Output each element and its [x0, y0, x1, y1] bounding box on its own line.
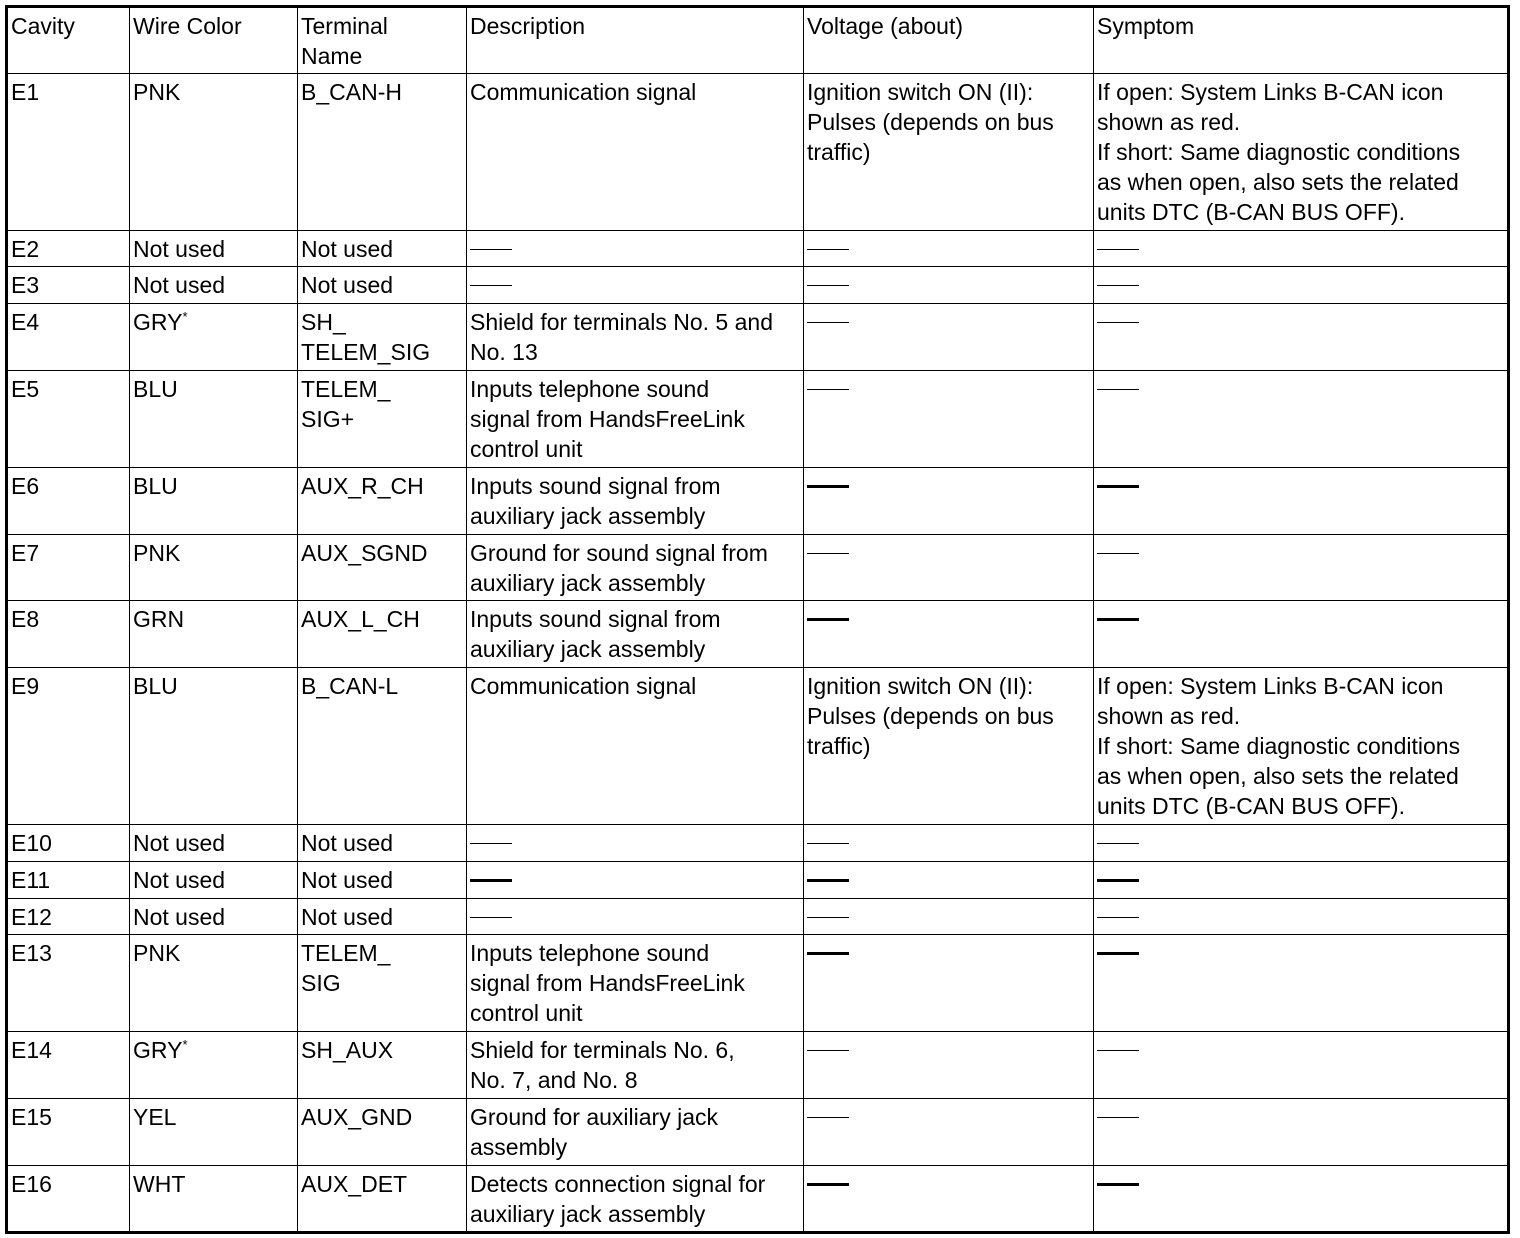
not-applicable-dash: [1097, 485, 1139, 488]
not-applicable-dash: [807, 879, 849, 882]
cell-cavity-text: E1: [11, 79, 40, 105]
cell-description-text: Inputs sound signal from auxiliary jack assembly: [470, 606, 721, 662]
not-applicable-dash: [1097, 389, 1139, 390]
cell-symptom-text: If open: System Links B-CAN icon shown as red. If short: Same diagnostic conditions as when open, also sets the related units DTC (B-CAN BUS OFF).: [1097, 79, 1461, 225]
cell-voltage: [804, 668, 1094, 825]
cell-voltage: [804, 862, 1094, 899]
cell-terminal-name: [298, 601, 467, 668]
cell-voltage: [804, 935, 1094, 1032]
cell-description-text: Communication signal: [470, 79, 697, 105]
cell-wire-color: [130, 1099, 298, 1166]
cell-terminal-name-text: AUX_SGND: [301, 540, 428, 566]
cell-cavity-text: E4: [11, 309, 40, 335]
cell-description: [467, 935, 804, 1032]
cell-terminal-name: [298, 862, 467, 899]
cell-terminal-name: [298, 267, 467, 304]
cell-terminal-name-text: AUX_DET: [301, 1171, 408, 1197]
cell-cavity: [7, 1166, 130, 1233]
cell-terminal-name: [298, 468, 467, 535]
cell-terminal-name-text: B_CAN-L: [301, 673, 399, 699]
cell-wire-color: [130, 825, 298, 862]
cell-wire-color-text: YEL: [133, 1104, 177, 1130]
not-applicable-dash: [1097, 285, 1139, 286]
cell-description: [467, 1099, 804, 1166]
cell-description: [467, 899, 804, 935]
cell-wire-color: [130, 935, 298, 1032]
cell-description: [467, 267, 804, 304]
cell-terminal-name: [298, 1099, 467, 1166]
not-applicable-dash: [807, 249, 849, 250]
cell-cavity: [7, 601, 130, 668]
not-applicable-dash: [807, 618, 849, 621]
header-cavity: Cavity: [7, 7, 130, 74]
cell-description-text: Ground for auxiliary jack assembly: [470, 1104, 718, 1160]
not-applicable-dash: [1097, 952, 1139, 955]
table-row: [7, 468, 1509, 535]
cell-wire-color: [130, 304, 298, 371]
cell-wire-color-text: WHT: [133, 1171, 186, 1197]
not-applicable-dash: [1097, 879, 1139, 882]
cell-description-text: Ground for sound signal from auxiliary jack assembly: [470, 540, 768, 596]
cell-symptom: [1094, 535, 1509, 601]
not-applicable-dash: [470, 843, 512, 844]
cell-cavity-text: E6: [11, 473, 40, 499]
table-row: [7, 935, 1509, 1032]
footnote-marker: *: [182, 1037, 188, 1052]
footnote-marker: *: [182, 309, 188, 324]
cell-terminal-name-text: SH_ TELEM_SIG: [301, 309, 431, 365]
cell-voltage: [804, 1166, 1094, 1233]
cell-cavity: [7, 899, 130, 935]
table-row: [7, 304, 1509, 371]
cell-terminal-name-text: Not used: [301, 272, 394, 298]
cell-voltage: [804, 468, 1094, 535]
cell-description: [467, 1166, 804, 1233]
cell-wire-color: [130, 371, 298, 468]
not-applicable-dash: [470, 249, 512, 250]
not-applicable-dash: [807, 917, 849, 918]
cell-terminal-name-text: Not used: [301, 867, 394, 893]
cell-voltage: [804, 825, 1094, 862]
cell-wire-color-text: GRY: [133, 309, 183, 335]
cell-terminal-name-text: AUX_R_CH: [301, 473, 424, 499]
cell-cavity: [7, 304, 130, 371]
cell-cavity-text: E2: [11, 236, 40, 262]
cell-description: [467, 601, 804, 668]
cell-wire-color: [130, 668, 298, 825]
cell-description: [467, 535, 804, 601]
cell-description: [467, 468, 804, 535]
header-wire-color: Wire Color: [130, 7, 298, 74]
header-terminal-name: Terminal Name: [298, 7, 467, 74]
cell-terminal-name: [298, 1032, 467, 1099]
not-applicable-dash: [1097, 249, 1139, 250]
cell-symptom: [1094, 1032, 1509, 1099]
cell-terminal-name: [298, 535, 467, 601]
cell-cavity: [7, 231, 130, 267]
not-applicable-dash: [470, 917, 512, 918]
cell-wire-color-text: BLU: [133, 673, 178, 699]
cell-terminal-name-text: Not used: [301, 236, 394, 262]
not-applicable-dash: [470, 879, 512, 882]
cell-terminal-name: [298, 668, 467, 825]
cell-voltage: [804, 231, 1094, 267]
cell-symptom: [1094, 74, 1509, 231]
cell-description: [467, 825, 804, 862]
cell-cavity: [7, 1099, 130, 1166]
cell-terminal-name: [298, 231, 467, 267]
cell-wire-color-text: Not used: [133, 236, 226, 262]
cell-symptom: [1094, 1166, 1509, 1233]
not-applicable-dash: [807, 389, 849, 390]
cell-voltage: [804, 267, 1094, 304]
cell-cavity-text: E14: [11, 1037, 52, 1063]
cell-cavity-text: E10: [11, 830, 52, 856]
cell-terminal-name-text: AUX_GND: [301, 1104, 413, 1130]
cell-symptom: [1094, 825, 1509, 862]
not-applicable-dash: [1097, 1050, 1139, 1051]
cell-symptom: [1094, 935, 1509, 1032]
cell-cavity: [7, 468, 130, 535]
cell-description-text: Inputs telephone sound signal from HandsFreeLink control unit: [470, 940, 745, 1026]
cell-symptom: [1094, 899, 1509, 935]
cell-symptom: [1094, 601, 1509, 668]
cell-wire-color-text: BLU: [133, 473, 178, 499]
cell-wire-color-text: PNK: [133, 79, 181, 105]
cell-terminal-name-text: AUX_L_CH: [301, 606, 420, 632]
not-applicable-dash: [807, 553, 849, 554]
cell-wire-color: [130, 231, 298, 267]
cell-wire-color: [130, 1166, 298, 1233]
cell-voltage: [804, 535, 1094, 601]
cell-terminal-name: [298, 74, 467, 231]
header-symptom: Symptom: [1094, 7, 1509, 74]
cell-cavity: [7, 668, 130, 825]
not-applicable-dash: [807, 285, 849, 286]
cell-wire-color: [130, 899, 298, 935]
cell-voltage: [804, 899, 1094, 935]
cell-symptom: [1094, 371, 1509, 468]
table-row: [7, 1099, 1509, 1166]
cell-description: [467, 1032, 804, 1099]
cell-terminal-name-text: Not used: [301, 904, 394, 930]
cell-voltage-text: Ignition switch ON (II): Pulses (depends on bus traffic): [807, 79, 1054, 165]
cell-voltage: [804, 74, 1094, 231]
cell-terminal-name: [298, 899, 467, 935]
cell-cavity: [7, 862, 130, 899]
cell-description-text: Detects connection signal for auxiliary jack assembly: [470, 1171, 766, 1227]
cell-wire-color: [130, 535, 298, 601]
table-row: [7, 899, 1509, 935]
cell-wire-color-text: GRN: [133, 606, 185, 632]
cell-wire-color-text: PNK: [133, 940, 181, 966]
cell-cavity: [7, 535, 130, 601]
cell-cavity-text: E13: [11, 940, 52, 966]
cell-description-text: Shield for terminals No. 6, No. 7, and No. 8: [470, 1037, 735, 1093]
cell-wire-color: [130, 267, 298, 304]
cell-terminal-name-text: TELEM_ SIG+: [301, 376, 391, 432]
cell-description-text: Inputs telephone sound signal from HandsFreeLink control unit: [470, 376, 745, 462]
cell-cavity-text: E15: [11, 1104, 52, 1130]
cell-symptom-text: If open: System Links B-CAN icon shown as red. If short: Same diagnostic conditions as when open, also sets the related units DTC (B-CAN BUS OFF).: [1097, 673, 1461, 819]
cell-description: [467, 304, 804, 371]
connector-pinout-table: [5, 5, 1510, 1234]
cell-terminal-name-text: Not used: [301, 830, 394, 856]
not-applicable-dash: [1097, 618, 1139, 621]
cell-symptom: [1094, 304, 1509, 371]
table-row: [7, 535, 1509, 601]
cell-wire-color: [130, 468, 298, 535]
header-description: Description: [467, 7, 804, 74]
not-applicable-dash: [1097, 917, 1139, 918]
cell-description: [467, 371, 804, 468]
cell-cavity-text: E16: [11, 1171, 52, 1197]
cell-voltage: [804, 1032, 1094, 1099]
cell-voltage: [804, 1099, 1094, 1166]
table-row: [7, 267, 1509, 304]
not-applicable-dash: [470, 285, 512, 286]
cell-voltage: [804, 371, 1094, 468]
not-applicable-dash: [807, 485, 849, 488]
cell-wire-color-text: Not used: [133, 272, 226, 298]
cell-wire-color-text: Not used: [133, 830, 226, 856]
cell-description-text: Communication signal: [470, 673, 697, 699]
cell-wire-color-text: BLU: [133, 376, 178, 402]
cell-terminal-name: [298, 304, 467, 371]
cell-symptom: [1094, 468, 1509, 535]
not-applicable-dash: [807, 1117, 849, 1118]
cell-symptom: [1094, 862, 1509, 899]
cell-cavity: [7, 1032, 130, 1099]
cell-symptom: [1094, 668, 1509, 825]
cell-terminal-name-text: B_CAN-H: [301, 79, 402, 105]
cell-cavity-text: E12: [11, 904, 52, 930]
not-applicable-dash: [1097, 1183, 1139, 1186]
not-applicable-dash: [807, 843, 849, 844]
table-row: [7, 862, 1509, 899]
not-applicable-dash: [807, 1183, 849, 1186]
cell-wire-color: [130, 74, 298, 231]
table-row: [7, 668, 1509, 825]
cell-cavity: [7, 825, 130, 862]
cell-terminal-name-text: SH_AUX: [301, 1037, 394, 1063]
cell-cavity-text: E3: [11, 272, 40, 298]
cell-cavity: [7, 935, 130, 1032]
cell-terminal-name: [298, 1166, 467, 1233]
cell-wire-color-text: PNK: [133, 540, 181, 566]
not-applicable-dash: [1097, 843, 1139, 844]
not-applicable-dash: [1097, 1117, 1139, 1118]
cell-cavity: [7, 371, 130, 468]
cell-voltage: [804, 601, 1094, 668]
not-applicable-dash: [1097, 553, 1139, 554]
cell-terminal-name: [298, 935, 467, 1032]
cell-terminal-name: [298, 825, 467, 862]
not-applicable-dash: [807, 952, 849, 955]
cell-wire-color: [130, 601, 298, 668]
not-applicable-dash: [807, 1050, 849, 1051]
header-voltage: Voltage (about): [804, 7, 1094, 74]
cell-symptom: [1094, 231, 1509, 267]
cell-wire-color-text: GRY: [133, 1037, 183, 1063]
cell-cavity-text: E11: [11, 867, 51, 893]
cell-description: [467, 862, 804, 899]
cell-description-text: Shield for terminals No. 5 and No. 13: [470, 309, 773, 365]
table-row: [7, 231, 1509, 267]
cell-wire-color-text: Not used: [133, 867, 226, 893]
header-row: [7, 7, 1509, 74]
cell-wire-color: [130, 862, 298, 899]
cell-cavity: [7, 74, 130, 231]
not-applicable-dash: [807, 322, 849, 323]
cell-cavity-text: E5: [11, 376, 40, 402]
table-row: [7, 1166, 1509, 1233]
cell-description: [467, 231, 804, 267]
cell-description-text: Inputs sound signal from auxiliary jack assembly: [470, 473, 721, 529]
table-row: [7, 74, 1509, 231]
cell-cavity-text: E9: [11, 673, 40, 699]
cell-terminal-name-text: TELEM_ SIG: [301, 940, 391, 996]
cell-cavity-text: E8: [11, 606, 40, 632]
cell-description: [467, 668, 804, 825]
not-applicable-dash: [1097, 322, 1139, 323]
table-row: [7, 371, 1509, 468]
cell-wire-color-text: Not used: [133, 904, 226, 930]
cell-cavity-text: E7: [11, 540, 40, 566]
cell-voltage-text: Ignition switch ON (II): Pulses (depends on bus traffic): [807, 673, 1054, 759]
table-row: [7, 1032, 1509, 1099]
cell-voltage: [804, 304, 1094, 371]
cell-symptom: [1094, 267, 1509, 304]
table-row: [7, 825, 1509, 862]
cell-cavity: [7, 267, 130, 304]
cell-symptom: [1094, 1099, 1509, 1166]
cell-description: [467, 74, 804, 231]
cell-wire-color: [130, 1032, 298, 1099]
cell-terminal-name: [298, 371, 467, 468]
table-row: [7, 601, 1509, 668]
